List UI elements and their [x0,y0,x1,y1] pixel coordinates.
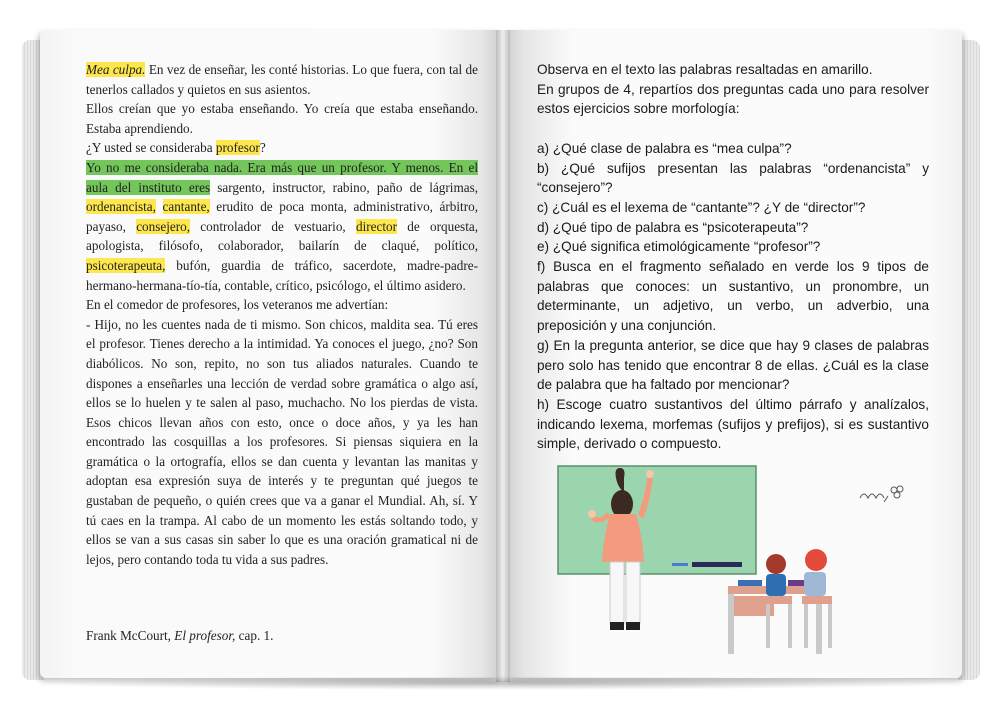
highlight-green-fragment: Yo no me consideraba nada. Era más que un profesor. Y menos. En el aula del instituto eres [86,159,478,195]
paragraph: - Hijo, no les cuentes nada de ti mismo. Son chicos, maldita sea. Tú eres el profesor. Tienes derecho a la intimidad. Ya conoces el juego, ¿no? Son diabólicos. No son, repito, no son tus aliados naturales. Cuando te dispones a enseñarles una lección de verdad sobre gramática o algo así, ellos se lo huelen y te salen al paso, muchacho. No los pierdas de vista. Esos chicos llevan años con esto, once o doce años, y ya les han encontrado las cosquillas a los profesores. Si piensas siquiera en la gramática o la ortografía, ellos se dan cuenta y levantan las manitas y adoptan esa expresión suya de interés y te preguntan qué juegos te gustaban de pequeño, o quién crees que va a ganar el Mundial. Ah, sí. Y tú caes en la trampa. Al cabo de un momento les estás soltando todo, y ellos se van a sus casas sin saber lo que es una oración gramatical ni de lejos, pero contando toda tu vida a sus padres. [86,316,478,567]
intro-line: Observa en el texto las palabras resaltadas en amarillo. [537,62,873,77]
question-e: e) ¿Qué significa etimológicamente “profesor”? [537,239,821,255]
question-g: g) En la pregunta anterior, se dice que hay 9 clases de palabras pero solo has tenido que encontrar 8 de ellas. ¿Cuál es la clase de palabra que ha faltado por mencionar? [537,337,929,393]
highlight-consejero: consejero, [136,218,191,234]
citation-title: El profesor, [174,628,236,643]
highlight-profesor: profesor [215,140,260,156]
citation [86,628,273,644]
paragraph [86,138,478,158]
eraser [692,562,742,567]
text: ¿Y usted se consideraba [86,140,216,156]
question-a: a) ¿Qué clase de palabra es “mea culpa”? [537,140,792,156]
highlight-director: director [356,218,398,234]
text: de orquesta, apologista, filósofo, colaborador, bailarín de claqué, político, [86,218,479,254]
highlight-psicoterapeuta: psicoterapeuta, [86,257,166,273]
text: controlador de vestuario, [190,218,357,234]
paragraph: Ellos creían que yo estaba enseñando. Yo creía que estaba enseñando. Estaba aprendiendo. [86,101,478,136]
student-1 [764,554,792,648]
paragraph: En el comedor de profesores, los veteranos me advertían: [86,297,389,313]
question-b: b) ¿Qué sufijos presentan las palabras “ordenancista” y “consejero”? [537,160,929,196]
question-c: c) ¿Cuál es el lexema de “cantante”? ¿Y de “director”? [537,199,866,215]
question-d: d) ¿Qué tipo de palabra es “psicoterapeuta”? [537,219,809,235]
teacher-at-chalkboard-illustration [552,462,892,662]
spacer [537,119,929,139]
highlight-ordenancista: ordenancista, [86,199,156,215]
text: ? [259,140,266,156]
question-h: h) Escoge cuatro sustantivos del último párrafo y analízalos, indicando lexema, morfemas (sufijos y prefijos), si es sustantivo simple, derivado o compuesto. [537,396,929,452]
text: sargento, instructor, rabino, paño de lágrimas, [210,179,478,195]
citation-author: Frank McCourt, [86,628,175,643]
citation-ref: cap. 1. [235,628,274,643]
question-f: f) Busca en el fragmento señalado en verde los 9 tipos de palabras que conoces: un sustantivo, un pronombre, un determinante, un adjetivo, un verbo, un adverbio, una preposición y una conjunción. [537,259,929,334]
paragraph [86,158,478,295]
text: erudito de poca monta, administrativo, árbitro, payaso, [86,199,478,234]
intro-line: En grupos de 4, repartíos dos preguntas cada uno para resolver estos ejercicios sobre morfología: [537,81,929,117]
highlight-mea-culpa: Mea culpa. [86,62,146,77]
book-spine [496,30,510,682]
book-shadow [30,676,970,690]
chalkboard [558,466,756,574]
paragraph [86,60,478,99]
left-page-text [86,60,478,569]
text: En vez de enseñar, les conté historias. Lo que fuera, con tal de tenerlos callados y quietos en sus asientos. [86,62,478,97]
highlight-cantante: cantante, [162,199,210,215]
text: bufón, guardia de tráfico, sacerdote, madre-padre-hermano-hermana-tío-tía, contable, crítico, psicólogo, el último asidero. [86,257,478,293]
chalk [672,563,688,566]
right-page-text [537,60,929,454]
